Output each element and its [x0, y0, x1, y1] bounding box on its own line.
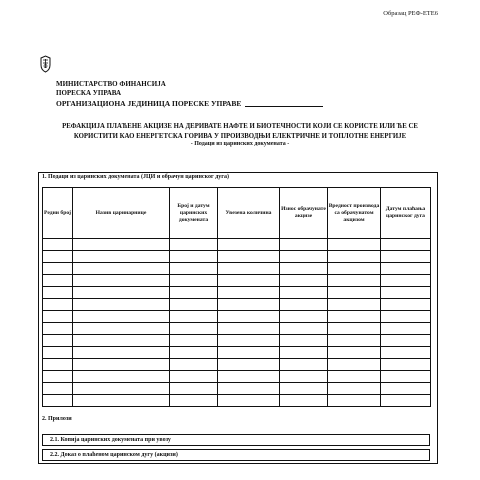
- table-cell[interactable]: [43, 395, 73, 407]
- section-1-heading: 1. Подаци из царинских докумената (ЈЦИ и обрачун царинског дуга): [42, 174, 229, 180]
- table-cell[interactable]: [218, 383, 280, 395]
- table-cell[interactable]: [43, 251, 73, 263]
- table-cell[interactable]: [73, 299, 170, 311]
- table-cell[interactable]: [381, 383, 431, 395]
- table-cell[interactable]: [170, 347, 218, 359]
- table-cell[interactable]: [218, 323, 280, 335]
- table-cell[interactable]: [170, 311, 218, 323]
- table-cell[interactable]: [280, 383, 328, 395]
- table-cell[interactable]: [381, 335, 431, 347]
- table-row: [43, 299, 431, 311]
- table-cell[interactable]: [381, 287, 431, 299]
- table-cell[interactable]: [280, 395, 328, 407]
- table-cell[interactable]: [73, 371, 170, 383]
- table-cell[interactable]: [170, 251, 218, 263]
- table-row: [43, 395, 431, 407]
- table-cell[interactable]: [218, 359, 280, 371]
- table-cell[interactable]: [43, 239, 73, 251]
- table-cell[interactable]: [218, 395, 280, 407]
- table-row: [43, 239, 431, 251]
- customs-documents-table: [42, 187, 431, 407]
- table-row: [43, 287, 431, 299]
- table-row: [43, 263, 431, 275]
- col-serial-number: Редни број: [43, 188, 73, 239]
- section-2-heading: 2. Прилози: [42, 416, 72, 422]
- table-cell[interactable]: [218, 275, 280, 287]
- attachment-item-2-1: 2.1. Копија царинских докумената при увозу: [42, 434, 430, 446]
- table-cell[interactable]: [328, 371, 381, 383]
- table-row: [43, 371, 431, 383]
- table-cell[interactable]: [280, 359, 328, 371]
- table-cell[interactable]: [43, 287, 73, 299]
- form-code: Образац РЕФ-ЕТЕ6: [383, 10, 438, 17]
- table-cell[interactable]: [43, 371, 73, 383]
- table-cell[interactable]: [170, 395, 218, 407]
- table-cell[interactable]: [280, 239, 328, 251]
- form-title-line-2: КОРИСТИТИ КАО ЕНЕРГЕТСКА ГОРИВА У ПРОИЗВОДЊИ ЕЛЕКТРИЧНЕ И ТОПЛОТНЕ ЕНЕРГИЈЕ: [73, 133, 407, 140]
- table-cell[interactable]: [218, 251, 280, 263]
- table-cell[interactable]: [170, 383, 218, 395]
- table-cell[interactable]: [328, 395, 381, 407]
- org-unit-blank[interactable]: [245, 106, 323, 107]
- table-cell[interactable]: [280, 323, 328, 335]
- col-customs-office: Назив царинарнице: [73, 188, 170, 239]
- org-unit-line: [56, 99, 323, 108]
- table-cell[interactable]: [328, 263, 381, 275]
- table-row: [43, 347, 431, 359]
- org-unit-label: ОРГАНИЗАЦИОНА ЈЕДИНИЦА ПОРЕСКЕ УПРАВЕ: [56, 99, 242, 108]
- form-title: [40, 122, 440, 142]
- col-payment-date: Датум плаћања царинског дуга: [381, 188, 431, 239]
- table-cell[interactable]: [218, 311, 280, 323]
- table-cell[interactable]: [73, 275, 170, 287]
- table-cell[interactable]: [43, 335, 73, 347]
- col-product-value: Вредност производа са обрачунатом акцизом: [328, 188, 381, 239]
- table-cell[interactable]: [328, 335, 381, 347]
- table-cell[interactable]: [73, 287, 170, 299]
- table-cell[interactable]: [73, 347, 170, 359]
- table-cell[interactable]: [381, 347, 431, 359]
- table-cell[interactable]: [328, 323, 381, 335]
- table-cell[interactable]: [381, 359, 431, 371]
- table-cell[interactable]: [381, 311, 431, 323]
- table-cell[interactable]: [328, 311, 381, 323]
- table-cell[interactable]: [170, 371, 218, 383]
- table-cell[interactable]: [381, 323, 431, 335]
- table-cell[interactable]: [73, 359, 170, 371]
- table-row: [43, 323, 431, 335]
- table-cell[interactable]: [170, 263, 218, 275]
- table-cell[interactable]: [280, 275, 328, 287]
- issuer-header: [56, 80, 323, 108]
- table-cell[interactable]: [328, 239, 381, 251]
- table-cell[interactable]: [328, 275, 381, 287]
- table-cell[interactable]: [73, 263, 170, 275]
- table-cell[interactable]: [280, 299, 328, 311]
- table-header-row: [43, 188, 431, 239]
- table-cell[interactable]: [73, 251, 170, 263]
- table-cell[interactable]: [170, 359, 218, 371]
- table-row: [43, 335, 431, 347]
- table-cell[interactable]: [43, 323, 73, 335]
- table-row: [43, 359, 431, 371]
- table-cell[interactable]: [73, 335, 170, 347]
- table-cell[interactable]: [43, 275, 73, 287]
- table-cell[interactable]: [43, 311, 73, 323]
- table-cell[interactable]: [280, 335, 328, 347]
- table-cell[interactable]: [328, 251, 381, 263]
- table-cell[interactable]: [381, 275, 431, 287]
- table-cell[interactable]: [73, 239, 170, 251]
- table-cell[interactable]: [218, 299, 280, 311]
- table-cell[interactable]: [73, 323, 170, 335]
- table-row: [43, 275, 431, 287]
- table-cell[interactable]: [43, 347, 73, 359]
- table-cell[interactable]: [280, 263, 328, 275]
- table-cell[interactable]: [170, 275, 218, 287]
- form-subtitle: - Подаци из царинских докумената -: [190, 141, 290, 147]
- table-cell[interactable]: [328, 347, 381, 359]
- table-row: [43, 311, 431, 323]
- table-cell[interactable]: [170, 323, 218, 335]
- table-cell[interactable]: [73, 311, 170, 323]
- table-cell[interactable]: [170, 299, 218, 311]
- table-cell[interactable]: [170, 287, 218, 299]
- col-imported-quantity: Увезена количина: [218, 188, 280, 239]
- table-cell[interactable]: [381, 395, 431, 407]
- table-cell[interactable]: [328, 359, 381, 371]
- table-cell[interactable]: [218, 371, 280, 383]
- table-cell[interactable]: [328, 299, 381, 311]
- col-excise-amount: Износ обрачунате акцизе: [280, 188, 328, 239]
- table-cell[interactable]: [280, 251, 328, 263]
- table-cell[interactable]: [170, 335, 218, 347]
- table-body: [43, 239, 431, 407]
- table-cell[interactable]: [73, 383, 170, 395]
- table-cell[interactable]: [170, 239, 218, 251]
- table-cell[interactable]: [73, 395, 170, 407]
- agency-name: ПОРЕСКА УПРАВА: [56, 89, 122, 97]
- form-title-line-1: РЕФАКЦИЈА ПЛАЋЕНЕ АКЦИЗЕ НА ДЕРИВАТЕ НАФТЕ И БИОТЕЧНОСТИ КОЈИ СЕ КОРИСТЕ ИЛИ ЋЕ СЕ: [62, 123, 418, 130]
- table-row: [43, 383, 431, 395]
- attachment-item-2-2: 2.2. Доказ о плаћеном царинском дугу (акцизи): [42, 449, 430, 461]
- table-cell[interactable]: [280, 311, 328, 323]
- table-cell[interactable]: [381, 251, 431, 263]
- table-cell[interactable]: [218, 347, 280, 359]
- table-cell[interactable]: [280, 287, 328, 299]
- ministry-name: МИНИСТАРСТВО ФИНАНСИЈА: [56, 80, 166, 88]
- table-cell[interactable]: [218, 239, 280, 251]
- table-cell[interactable]: [218, 263, 280, 275]
- table-cell[interactable]: [328, 383, 381, 395]
- table-cell[interactable]: [381, 299, 431, 311]
- table-row: [43, 251, 431, 263]
- table-cell[interactable]: [43, 299, 73, 311]
- table-cell[interactable]: [280, 347, 328, 359]
- table-cell[interactable]: [43, 263, 73, 275]
- table-cell[interactable]: [218, 287, 280, 299]
- table-cell[interactable]: [381, 371, 431, 383]
- coat-of-arms-icon: [38, 55, 53, 73]
- table-cell[interactable]: [381, 263, 431, 275]
- table-cell[interactable]: [328, 287, 381, 299]
- table-cell[interactable]: [381, 239, 431, 251]
- table-cell[interactable]: [43, 383, 73, 395]
- col-document-number-date: Број и датум царинских докумената: [170, 188, 218, 239]
- table-cell[interactable]: [280, 371, 328, 383]
- table-cell[interactable]: [43, 359, 73, 371]
- table-cell[interactable]: [218, 335, 280, 347]
